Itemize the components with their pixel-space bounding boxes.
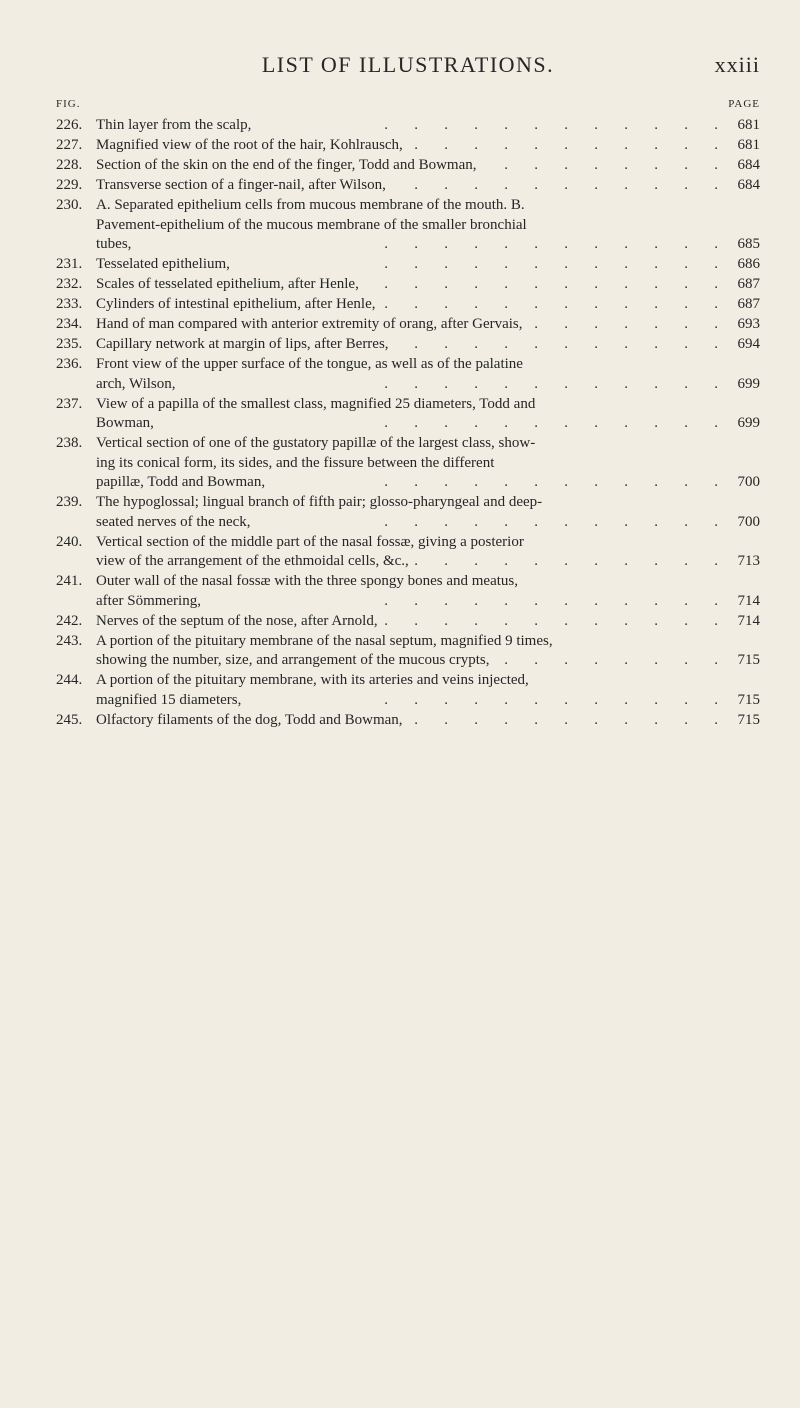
figure-number: 245. — [56, 711, 83, 728]
entry-line — [56, 711, 760, 731]
entry-line — [56, 572, 760, 592]
entry-line — [56, 295, 760, 315]
entry-line — [56, 434, 760, 454]
list-item — [56, 335, 760, 355]
entry-line — [56, 136, 760, 156]
page-number: xxiii — [714, 52, 760, 77]
figure-caption: view of the arrangement of the ethmoidal cells, &c., — [96, 553, 409, 569]
figure-caption: Vertical section of one of the gustatory papillæ of the largest class, show- — [96, 435, 536, 451]
list-item — [56, 671, 760, 710]
list-item — [56, 434, 760, 493]
figure-number: 235. — [56, 336, 83, 352]
page-reference: 699 — [737, 415, 760, 431]
page-reference: 715 — [737, 711, 760, 728]
figure-number: 244. — [56, 672, 83, 688]
dot-leader — [382, 295, 718, 315]
figure-caption: Bowman, — [96, 415, 154, 431]
dot-leader — [365, 275, 718, 295]
entry-line — [56, 651, 760, 671]
list-item — [56, 711, 760, 731]
figure-number: 233. — [56, 296, 83, 312]
figure-caption: The hypoglossal; lingual branch of fifth pair; glosso-pharyngeal and deep- — [96, 494, 543, 510]
list-item — [56, 572, 760, 611]
entry-line — [56, 355, 760, 375]
figure-number: 242. — [56, 612, 83, 629]
list-item — [56, 275, 760, 295]
entry-line — [56, 116, 760, 136]
page-reference: 684 — [737, 177, 760, 193]
figure-caption: Section of the skin on the end of the finger, Todd and Bowman, — [96, 157, 477, 173]
entry-line — [56, 592, 760, 612]
entry-line — [56, 255, 760, 275]
figure-caption: A portion of the pituitary membrane of the nasal septum, magnified 9 times, — [96, 632, 553, 649]
page-reference: 684 — [737, 157, 760, 173]
figure-caption: seated nerves of the neck, — [96, 513, 251, 530]
list-item — [56, 533, 760, 572]
figure-caption: Transverse section of a finger-nail, after Wilson, — [96, 177, 386, 193]
figure-caption: tubes, — [96, 236, 132, 252]
figure-number: 231. — [56, 256, 83, 272]
figure-caption: Thin layer from the scalp, — [96, 117, 252, 133]
list-item — [56, 116, 760, 136]
figure-number: 243. — [56, 632, 83, 649]
figure-caption: A. Separated epithelium cells from mucous membrane of the mouth. B. — [96, 197, 525, 213]
figure-caption: arch, Wilson, — [96, 375, 176, 392]
figure-caption: Capillary network at margin of lips, after Berres, — [96, 336, 389, 352]
dot-leader — [207, 592, 718, 612]
page-reference: 681 — [737, 137, 760, 153]
figure-caption: Olfactory filaments of the dog, Todd and Bowman, — [96, 711, 403, 728]
figure-caption: papillæ, Todd and Bowman, — [96, 474, 266, 490]
list-item — [56, 255, 760, 275]
entry-line — [56, 473, 760, 493]
page-reference: 713 — [737, 553, 760, 569]
illustration-list — [56, 116, 760, 731]
list-item — [56, 355, 760, 394]
page-reference: 685 — [737, 236, 760, 252]
figure-number: 228. — [56, 157, 83, 173]
figure-caption: Hand of man compared with anterior extremity of orang, after Gervais, — [96, 316, 523, 332]
dot-leader — [236, 255, 718, 275]
entry-line — [56, 691, 760, 711]
entry-line — [56, 632, 760, 652]
entry-line — [56, 156, 760, 176]
figure-number: 230. — [56, 197, 83, 213]
figure-caption: Front view of the upper surface of the tongue, as well as of the palatine — [96, 356, 523, 372]
entry-line — [56, 493, 760, 513]
entry-line — [56, 216, 760, 236]
figure-number: 232. — [56, 276, 83, 292]
entry-line — [56, 395, 760, 415]
page-reference: 687 — [737, 296, 760, 312]
list-item — [56, 395, 760, 434]
entry-line — [56, 235, 760, 255]
figure-caption: A portion of the pituitary membrane, with its arteries and veins injected, — [96, 672, 529, 688]
dot-leader — [247, 691, 718, 711]
figure-caption: Vertical section of the middle part of the nasal fossæ, giving a posterior — [96, 533, 524, 550]
figure-caption: Outer wall of the nasal fossæ with the three spongy bones and meatus, — [96, 573, 518, 589]
dot-leader — [409, 711, 718, 731]
figure-number: 241. — [56, 573, 83, 589]
page-reference: 694 — [737, 336, 760, 352]
page-title: LIST OF ILLUSTRATIONS. — [261, 52, 555, 77]
figure-caption: after Sömmering, — [96, 592, 201, 609]
dot-leader — [409, 136, 718, 156]
list-item — [56, 315, 760, 335]
dot-leader — [415, 552, 718, 572]
list-item — [56, 632, 760, 671]
entry-line — [56, 375, 760, 395]
list-item — [56, 156, 760, 176]
page-reference: 715 — [737, 691, 760, 708]
list-item — [56, 176, 760, 196]
list-item — [56, 196, 760, 255]
dot-leader — [257, 116, 718, 136]
figure-caption: showing the number, size, and arrangement of the mucous crypts, — [96, 652, 490, 668]
page-reference: 700 — [737, 513, 760, 530]
entry-line — [56, 533, 760, 553]
figure-caption: Cylinders of intestinal epithelium, after Henle, — [96, 296, 376, 312]
page-reference: 681 — [737, 117, 760, 133]
entry-line — [56, 275, 760, 295]
page-reference: 714 — [737, 592, 760, 609]
dot-leader — [257, 513, 718, 533]
figure-number: 240. — [56, 533, 83, 550]
page-reference: 699 — [737, 375, 760, 392]
column-headings — [56, 98, 760, 114]
running-head — [56, 52, 760, 82]
dot-leader — [384, 612, 718, 632]
figure-caption: Scales of tesselated epithelium, after Henle, — [96, 276, 359, 292]
page-reference: 700 — [737, 474, 760, 490]
figure-caption: magnified 15 diameters, — [96, 691, 242, 708]
page-reference: 714 — [737, 612, 760, 629]
figure-caption: View of a papilla of the smallest class, magnified 25 diameters, Todd and — [96, 395, 536, 412]
entry-line — [56, 414, 760, 434]
dot-leader — [529, 315, 718, 335]
figure-caption: Tesselated epithelium, — [96, 256, 230, 272]
dot-leader — [392, 176, 718, 196]
figure-number: 236. — [56, 356, 83, 372]
figure-number: 229. — [56, 177, 83, 193]
dot-leader — [395, 335, 718, 355]
figure-number: 226. — [56, 117, 83, 133]
list-item — [56, 295, 760, 315]
figure-caption: ing its conical form, its sides, and the fissure between the different — [96, 454, 495, 471]
list-item — [56, 493, 760, 532]
entry-line — [56, 552, 760, 572]
entry-line — [56, 513, 760, 533]
figure-number: 238. — [56, 435, 83, 451]
fig-column-label: FIG. — [56, 98, 81, 110]
dot-leader — [495, 651, 718, 671]
dot-leader — [137, 235, 718, 255]
page-reference: 687 — [737, 276, 760, 292]
entry-line — [56, 315, 760, 335]
dot-leader — [160, 414, 718, 434]
entry-line — [56, 454, 760, 474]
page-reference: 686 — [737, 256, 760, 272]
figure-number: 234. — [56, 316, 83, 332]
figure-number: 237. — [56, 395, 83, 412]
entry-line — [56, 196, 760, 216]
dot-leader — [182, 375, 718, 395]
entry-line — [56, 176, 760, 196]
page-reference: 715 — [737, 652, 760, 668]
entry-line — [56, 612, 760, 632]
page-column-label: PAGE — [728, 98, 760, 110]
page-reference: 693 — [737, 316, 760, 332]
figure-number: 227. — [56, 137, 83, 153]
figure-caption: Magnified view of the root of the hair, Kohlrausch, — [96, 137, 403, 153]
entry-line — [56, 335, 760, 355]
dot-leader — [271, 473, 718, 493]
figure-caption: Pavement-epithelium of the mucous membrane of the smaller bronchial — [96, 216, 527, 233]
figure-caption: Nerves of the septum of the nose, after Arnold, — [96, 612, 378, 629]
figure-number: 239. — [56, 494, 83, 510]
list-item — [56, 612, 760, 632]
entry-line — [56, 671, 760, 691]
list-item — [56, 136, 760, 156]
dot-leader — [483, 156, 718, 176]
